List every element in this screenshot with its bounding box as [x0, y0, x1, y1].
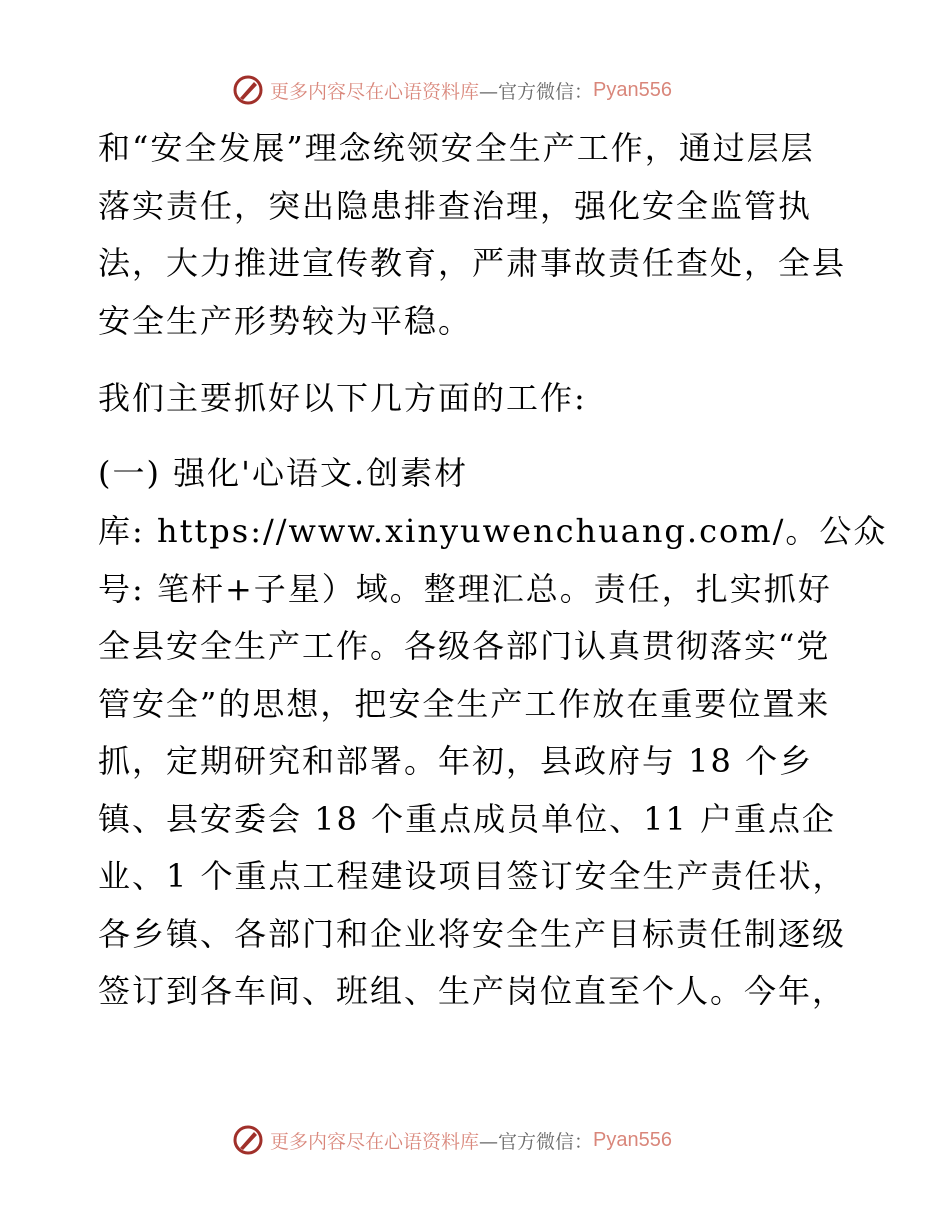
watermark-wechat-label: —官方微信：	[479, 80, 594, 103]
watermark-wechat-label: —官方微信：	[479, 1130, 594, 1153]
text-line: 镇、县安委会 18 个重点成员单位、11 户重点企	[98, 800, 836, 838]
text-line: 签订到各车间、班组、生产岗位直至个人。今年，	[98, 972, 847, 1010]
text-line: 抓，定期研究和部署。年初，县政府与 18 个乡	[98, 742, 814, 780]
watermark-text: 更多内容尽在心语资料库	[270, 80, 480, 103]
watermark-text: 更多内容尽在心语资料库	[270, 1130, 480, 1153]
section-heading: (一) 强化'心语文.创素材	[98, 454, 469, 492]
text-line: 号: 笔杆+子星）域。整理汇总。责任，扎实抓好	[98, 570, 832, 608]
text-line: 和“安全发展”理念统领安全生产工作，通过层层	[98, 129, 815, 167]
footer-watermark	[232, 1122, 672, 1158]
text-line: 各乡镇、各部门和企业将安全生产目标责任制逐级	[98, 915, 847, 953]
watermark-wechat-id: Pyan556	[593, 78, 672, 101]
text-line: 管安全”的思想，把安全生产工作放在重要位置来	[98, 685, 831, 723]
text-line: 安全生产形势较为平稳。	[98, 302, 473, 340]
text-line: 库: https://www.xinyuwenchuang.com/。公众	[98, 512, 888, 550]
text-line: 我们主要抓好以下几方面的工作:	[98, 379, 587, 417]
pen-logo-icon	[232, 1124, 264, 1156]
watermark-wechat-id: Pyan556	[593, 1128, 672, 1151]
text-line: 业、1 个重点工程建设项目签订安全生产责任状，	[98, 857, 847, 895]
text-line: 落实责任，突出隐患排查治理，强化安全监管执	[98, 187, 813, 225]
text-line: 全县安全生产工作。各级各部门认真贯彻落实“党	[98, 627, 831, 665]
header-watermark	[232, 72, 672, 108]
text-line: 法，大力推进宣传教育，严肃事故责任查处，全县	[98, 244, 847, 282]
pen-logo-icon	[232, 74, 264, 106]
